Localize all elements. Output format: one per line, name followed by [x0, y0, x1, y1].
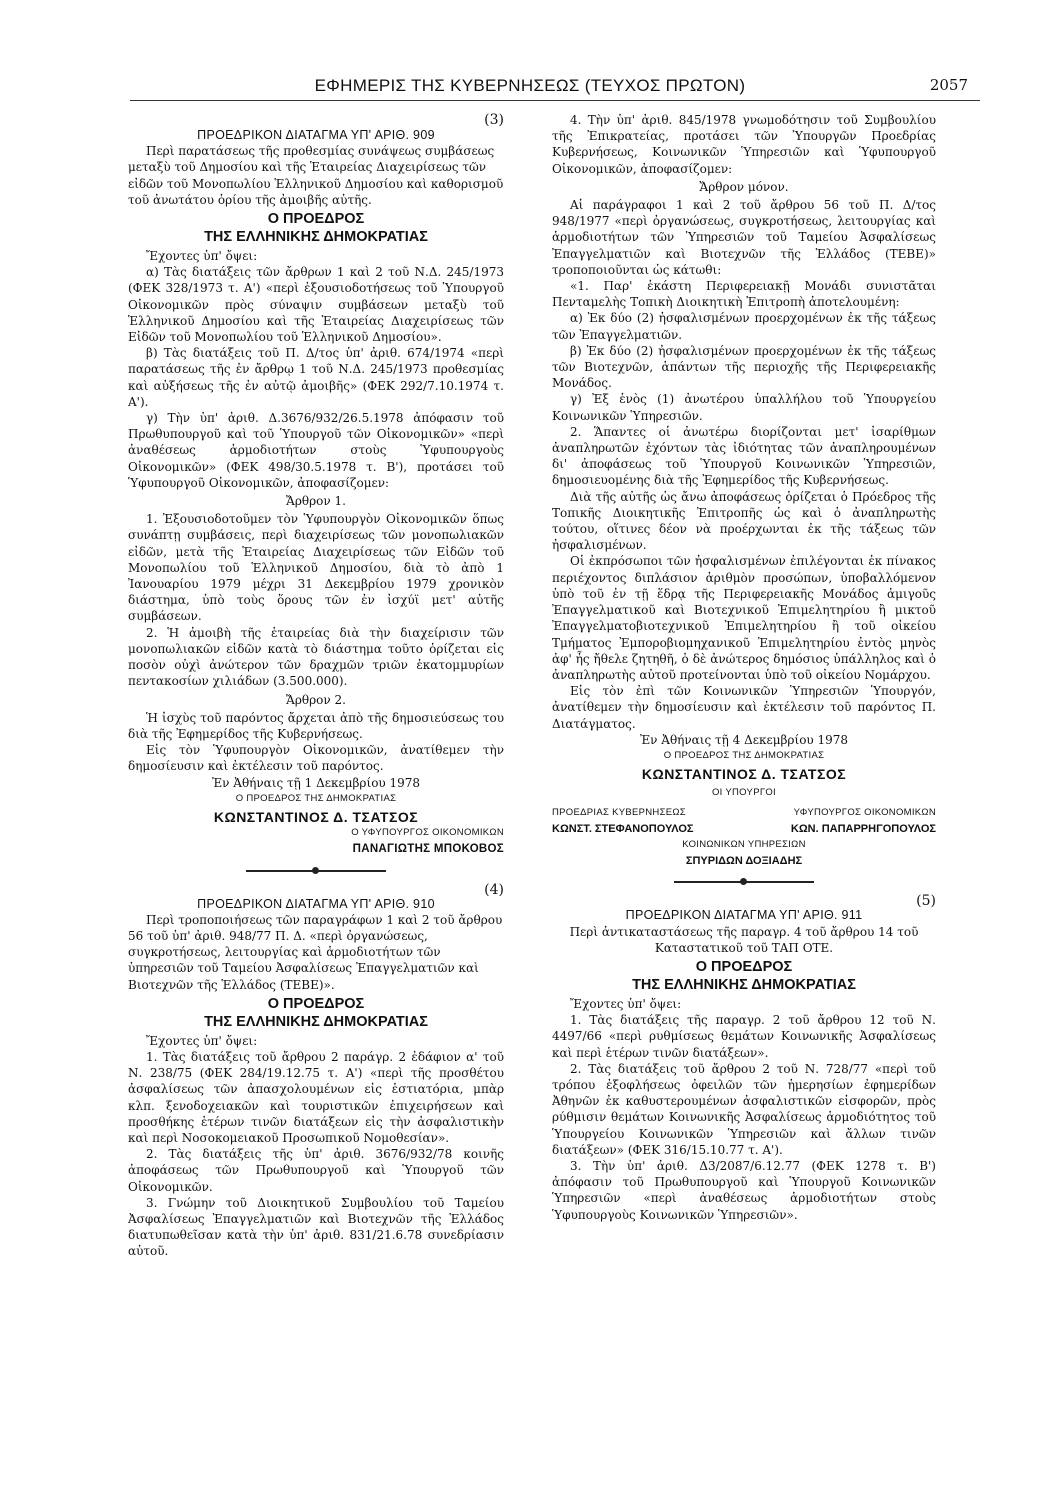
clause-1: 1. Τὰς διατάξεις τοῦ ἄρθρου 2 παράγρ. 2 ἐδάφιον α' τοῦ Ν. 238/75 (ΦΕΚ 284/19.12.75 τ. Α') «περὶ τῆς προσθέτου ἀσφαλίσεως τῶν ἀπασχολουμένων εἰς ἑστιατόρια, μπὰρ κλπ. ξενοδοχειακῶν καὶ τουριστικῶν ἐπιχειρήσεων καὶ προσθήκης ἑτέρων τινῶν διατάξεων εἰς τὴν ἀσφαλιστικὴν καὶ περὶ Νοσοκομειακοῦ Προσωπικοῦ Νομοθεσίαν».: [128, 1049, 504, 1145]
clause-4: 4. Τὴν ὑπ' ἀριθ. 845/1978 γνωμοδότησιν τοῦ Συμβουλίου τῆς Ἐπικρατείας, προτάσει τῶν Ὑπουργῶν Προεδρίας Κυβερνήσεως, Κοινωνικῶν Ὑπηρεσιῶν καὶ Ὑφυπουργοῦ Οἰκονομικῶν, ἀποφασίζομεν:: [552, 113, 936, 176]
minister-2-title: ΥΦΥΠΟΥΡΓΟΣ ΟΙΚΟΝΟΜΙΚΩΝ: [793, 806, 936, 818]
signatory-title: Ο ΠΡΟΕΔΡΟΣ ΤΗΣ ΔΗΜΟΚΡΑΤΙΑΣ: [235, 792, 397, 804]
decree-number: (4): [484, 881, 504, 898]
article-heading: Ἄρθρον μόνον.: [699, 179, 789, 194]
article-para-6: Εἰς τὸν ἐπὶ τῶν Κοινωνικῶν Ὑπηρεσιῶν Ὑπουργόν, ἀνατίθεμεν τὴν δημοσίευσιν καὶ ἐκτέλεσιν τοῦ παρόντος Π. Διατάγματος.: [552, 684, 936, 731]
article-para-4: Διὰ τῆς αὐτῆς ὡς ἄνω ἀποφάσεως ὁρίζεται ὁ Πρόεδρος τῆς Τοπικῆς Διοικητικῆς Ἐπιτροπῆς ὡς καὶ ὁ ἀναπληρωτὴς τούτου, οἵτινες δέον νὰ προέρχωνται ἐκ τῆς τάξεως τῶν ἠσφαλισμένων.: [552, 489, 936, 553]
clause-c: γ) Τὴν ὑπ' ἀριθ. Δ.3676/932/26.5.1978 ἀπόφασιν τοῦ Πρωθυπουργοῦ καὶ τοῦ Ὑπουργοῦ τῶν Οἰκονομικῶν» «περὶ ἀναθέσεως ἁρμοδιοτήτων στοὺς Ὑφυπουργοὺς Οἰκονομικῶν» (ΦΕΚ 498/30.5.1978 τ. Β'), προτάσει τοῦ Ὑφυπουργοῦ Οἰκονομικῶν, ἀποφασίζομεν:: [128, 411, 504, 490]
having-regard: Ἔχοντες ὑπ' ὄψει:: [146, 249, 258, 264]
minister-1-title: ΠΡΟΕΔΡΙΑΣ ΚΥΒΕΡΝΗΣΕΩΣ: [552, 806, 686, 818]
article-para-5: Οἱ ἐκπρόσωποι τῶν ἠσφαλισμένων ἐπιλέγονται ἐκ πίνακος περιέχοντος διπλάσιον ἀριθμὸν προσώπων, ὑποβαλλόμενον ὑπὸ τοῦ ἐν τῇ ἕδρᾳ τῆς Περιφερειακῆς Μονάδος ἁμιγοῦς Ἐπαγγελματικοῦ καὶ Βιοτεχνικοῦ Ἐπιμελητηρίου ἢ μικτοῦ Ἐπαγγελματοβιοτεχνικοῦ Ἐπιμελητηρίου ἢ τοῦ οἰκείου Τμήματος Ἐμποροβιομηχανικοῦ Ἐπιμελητηρίου ἐντὸς μηνὸς ἀφ' ἧς ἤθελε ζητηθῆ, ὁ δὲ ἀνώτερος δημόσιος ὑπάλληλος καὶ ὁ ἀναπληρωτὴς αὐτοῦ προτείνονται ὑπὸ τοῦ οἰκείου Νομάρχου.: [552, 554, 936, 682]
clause-b: β) Τὰς διατάξεις τοῦ Π. Δ/τος ὑπ' ἀριθ. 674/1974 «περὶ παρατάσεως τῆς ἐν ἄρθρῳ 1 τοῦ Ν.Δ. 245/1973 προθεσμίας καὶ αὐξήσεως τῆς ἐν αὐτῷ ἀμοιβῆς» (ΦΕΚ 292/7.10.1974 τ. Α').: [128, 346, 504, 409]
president-heading: Ο ΠΡΟΕΔΡΟΣ ΤΗΣ ΕΛΛΗΝΙΚΗΣ ΔΗΜΟΚΡΑΤΙΑΣ: [204, 211, 428, 246]
minister-3-name: ΣΠΥΡΙΔΩΝ ΔΟΞΙΑΔΗΣ: [685, 855, 803, 868]
ministers-names-row: [552, 821, 936, 837]
minister-2-name: ΚΩΝ. ΠΑΠΑΡΡΗΓΟΠΟΥΛΟΣ: [790, 822, 936, 835]
article-2-para-2: Εἰς τὸν Ὑφυπουργὸν Οἰκονομικῶν, ἀνατίθεμεν τὴν δημοσίευσιν καὶ ἐκτέλεσιν τοῦ παρόντος.: [128, 743, 504, 774]
decree-909: [128, 112, 504, 878]
decree-910-continued: [552, 112, 936, 889]
minister-name: ΠΑΝΑΓΙΩΤΗΣ ΜΠΟΚΟΒΟΣ: [352, 843, 504, 856]
article-1-para-1: 1. Ἐξουσιοδοτοῦμεν τὸν Ὑφυπουργὸν Οἰκονομικῶν ὅπως συνάπτῃ συμβάσεις, περὶ διαχειρίσεως τῶν μονοπωλιακῶν εἰδῶν, μετὰ τῆς Ἑταιρείας Διαχειρίσεως τῶν Εἰδῶν τοῦ Μονοπωλίου τοῦ Ἑλληνικοῦ Δημοσίου, διὰ τὸ ἀπὸ 1 Ἰανουαρίου 1979 μέχρι 31 Δεκεμβρίου 1979 χρονικὸν διάστημα, ὑπὸ τοὺς ὅρους τῶν ἐν ἰσχύϊ μετ' αὐτῆς συμβάσεων.: [128, 512, 504, 624]
gazette-title: ΕΦΗΜΕΡΙΣ ΤΗΣ ΚΥΒΕΡΝΗΣΕΩΣ (ΤΕΥΧΟΣ ΠΡΩΤΟΝ): [314, 76, 746, 95]
signatory-name: ΚΩΝΣΤΑΝΤΙΝΟΣ Δ. ΤΣΑΤΣΟΣ: [213, 808, 419, 825]
signatory-name: ΚΩΝΣΤΑΝΤΙΝΟΣ Δ. ΤΣΑΤΣΟΣ: [641, 766, 847, 783]
minister-3-title: ΚΟΙΝΩΝΙΚΩΝ ΥΠΗΡΕΣΙΩΝ: [682, 838, 806, 850]
decree-number: (5): [916, 893, 936, 910]
article-1-heading: Ἄρθρον 1.: [286, 494, 346, 509]
article-para-2: «1. Παρ' ἑκάστη Περιφερειακῇ Μονάδι συνιστᾶται Πενταμελὴς Τοπικὴ Διοικητικὴ Ἐπιτροπὴ ἀποτελουμένη:: [552, 279, 936, 310]
decree-subject: Περὶ παρατάσεως τῆς προθεσμίας συνάψεως συμβάσεως μεταξὺ τοῦ Δημοσίου καὶ τῆς Ἑταιρείας Διαχειρίσεως τῶν εἰδῶν τοῦ Μονοπωλίου Ἑλληνικοῦ Δημοσίου καὶ καθορισμοῦ τοῦ ἀνωτάτου ὁρίου τῆς ἀμοιβῆς αὐτῆς.: [128, 144, 504, 207]
article-para-3: 2. Ἅπαντες οἱ ἀνωτέρω διορίζονται μετ' ἰσαρίθμων ἀναπληρωτῶν ἐχόντων τὰς ἰδιότητας τῶν ἀναπληρουμένων δι' ἀποφάσεως τοῦ Ὑπουργοῦ Κοινωνικῶν Ὑπηρεσιῶν, δημοσιευομένης διὰ τῆς Ἐφημερίδος τῆς Κυβερνήσεως.: [552, 424, 936, 488]
decree-number: (3): [484, 112, 504, 128]
clause-3: 3. Τὴν ὑπ' ἀριθ. Δ3/2087/6.12.77 (ΦΕΚ 1278 τ. Β') ἀπόφασιν τοῦ Πρωθυπουργοῦ καὶ Ὑπουργοῦ Κοινωνικῶν Ὑπηρεσιῶν «περὶ ἀναθέσεως ἁρμοδιοτήτων στοὺς Ὑφυπουργοὺς Κοινωνικῶν Ὑπηρεσιῶν».: [552, 1158, 936, 1222]
section-divider: [674, 875, 814, 889]
minister-1-name: ΚΩΝΣΤ. ΣΤΕΦΑΝΟΠΟΥΛΟΣ: [552, 822, 694, 835]
decree-title: ΠΡΟΕΔΡΙΚΟΝ ΔΙΑΤΑΓΜΑ ΥΠ' ΑΡΙΘ. 910: [197, 896, 435, 911]
decree-911: [552, 893, 936, 1222]
clause-3: 3. Γνώμην τοῦ Διοικητικοῦ Συμβουλίου τοῦ Ταμείου Ἀσφαλίσεως Ἐπαγγελματιῶν καὶ Βιοτεχνῶν τῆς Ἑλλάδος διατυπωθεῖσαν κατὰ τὴν ὑπ' ἀριθ. 831/21.6.78 συνεδρίασιν αὐτοῦ.: [128, 1195, 504, 1259]
article-item-b: β) Ἐκ δύο (2) ἠσφαλισμένων προερχομένων ἐκ τῆς τάξεως τῶν Βιοτεχνῶν, ἁπάντων τῆς περιοχῆς τῆς Περιφερειακῆς Μονάδος.: [552, 343, 936, 391]
article-2-heading: Ἄρθρον 2.: [286, 692, 346, 707]
article-1-para-2: 2. Ἡ ἀμοιβὴ τῆς ἑταιρείας διὰ τὴν διαχείρισιν τῶν μονοπωλιακῶν εἰδῶν κατὰ τὸ διάστημα τοῦτο ὁρίζεται εἰς ποσὸν οὐχὶ ἀνώτερον τῶν δραχμῶν τριῶν ἑκατομμυρίων πεντακοσίων χιλιάδων (3.500.000).: [128, 625, 504, 689]
having-regard: Ἔχοντες ὑπ' ὄψει:: [570, 996, 682, 1011]
ministers-titles-row: [552, 805, 936, 821]
header-rule: [130, 100, 980, 101]
signatory-title: Ο ΠΡΟΕΔΡΟΣ ΤΗΣ ΔΗΜΟΚΡΑΤΙΑΣ: [663, 749, 825, 761]
president-heading: Ο ΠΡΟΕΔΡΟΣ ΤΗΣ ΕΛΛΗΝΙΚΗΣ ΔΗΜΟΚΡΑΤΙΑΣ: [632, 958, 856, 993]
section-divider: [246, 864, 386, 878]
decree-title: ΠΡΟΕΔΡΙΚΟΝ ΔΙΑΤΑΓΜΑ ΥΠ' ΑΡΙΘ. 909: [197, 128, 435, 142]
right-column: [552, 112, 936, 1223]
place-date: Ἐν Ἀθήναις τῇ 4 Δεκεμβρίου 1978: [639, 732, 849, 747]
article-2-para-1: Ἡ ἰσχὺς τοῦ παρόντος ἄρχεται ἀπὸ τῆς δημοσιεύσεως του διὰ τῆς Ἐφημερίδος τῆς Κυβερνήσεως.: [128, 710, 504, 741]
clause-2: 2. Τὰς διατάξεις τοῦ ἄρθρου 2 τοῦ Ν. 728/77 «περὶ τοῦ τρόπου ἐξοφλήσεως ὀφειλῶν τῶν ἡμερησίων ἐφημερίδων Ἀθηνῶν ἐκ καθυστερουμένων ἀσφαλιστικῶν εἰσφορῶν, πρὸς ρύθμισιν θεμάτων Κοινωνικῆς Ἀσφαλίσεως ἁρμοδιότητος τοῦ Ὑπουργείου Κοινωνικῶν Ὑπηρεσιῶν καὶ ἄλλων τινῶν διατάξεων» (ΦΕΚ 316/15.10.77 τ. Α').: [552, 1061, 936, 1157]
clause-1: 1. Τὰς διατάξεις τῆς παραγρ. 2 τοῦ ἄρθρου 12 τοῦ Ν. 4497/66 «περὶ ρυθμίσεως θεμάτων Κοινωνικῆς Ἀσφαλίσεως καὶ περὶ ἑτέρων τινῶν διατάξεων».: [552, 1013, 936, 1060]
ministers-heading: ΟΙ ΥΠΟΥΡΓΟΙ: [711, 787, 776, 799]
decree-title: ΠΡΟΕΔΡΙΚΟΝ ΔΙΑΤΑΓΜΑ ΥΠ' ΑΡΙΘ. 911: [625, 908, 863, 923]
president-heading: Ο ΠΡΟΕΔΡΟΣ ΤΗΣ ΕΛΛΗΝΙΚΗΣ ΔΗΜΟΚΡΑΤΙΑΣ: [204, 995, 428, 1030]
page-number: 2057: [929, 76, 968, 94]
left-column: [128, 112, 504, 1260]
clause-a: α) Τὰς διατάξεις τῶν ἄρθρων 1 καὶ 2 τοῦ Ν.Δ. 245/1973 (ΦΕΚ 328/1973 τ. Α') «περὶ ἐξουσιοδοτήσεως τοῦ Ὑπουργοῦ Οἰκονομικῶν πρὸς σύναψιν συμβάσεων μεταξὺ τοῦ Ἑλληνικοῦ Δημοσίου καὶ τῆς Ἑταιρείας Διαχειρίσεως τῶν Εἰδῶν τοῦ Μονοπωλίου τοῦ Ἑλληνικοῦ Δημοσίου».: [128, 265, 504, 345]
clause-2: 2. Τὰς διατάξεις τῆς ὑπ' ἀριθ. 3676/932/78 κοινῆς ἀποφάσεως τῶν Πρωθυπουργοῦ καὶ Ὑπουργοῦ τῶν Οἰκονομικῶν.: [128, 1147, 504, 1194]
page-header: [0, 76, 1060, 100]
decree-910: [128, 882, 504, 1260]
decree-subject: Περὶ τροποποιήσεως τῶν παραγράφων 1 καὶ 2 τοῦ ἄρθρου 56 τοῦ ὑπ' ἀριθ. 948/77 Π. Δ. «περὶ ὀργανώσεως, συγκροτήσεως, λειτουργίας καὶ ἁρμοδιοτήτων τῶν ὑπηρεσιῶν τοῦ Ταμείου Ἀσφαλίσεως Ἐπαγγελματιῶν καὶ Βιοτεχνῶν τῆς Ἑλλάδος (ΤΕΒΕ)».: [128, 912, 503, 992]
article-item-a: α) Ἐκ δύο (2) ἠσφαλισμένων προερχομένων ἐκ τῆς τάξεως τῶν Ἐπαγγελματιῶν.: [552, 311, 936, 342]
article-para-1: Αἱ παράγραφοι 1 καὶ 2 τοῦ ἄρθρου 56 τοῦ Π. Δ/τος 948/1977 «περὶ ὀργανώσεως, συγκροτήσεως, λειτουργίας καὶ ἁρμοδιοτήτων τῶν Ὑπηρεσιῶν τοῦ Ταμείου Ἀσφαλίσεως Ἐπαγγελματιῶν καὶ Βιοτεχνῶν τῆς Ἑλλάδος (ΤΕΒΕ)» τροποποιοῦνται ὡς κάτωθι:: [552, 198, 936, 277]
minister-title: Ο ΥΦΥΠΟΥΡΓΟΣ ΟΙΚΟΝΟΜΙΚΩΝ: [351, 827, 504, 839]
place-date: Ἐν Ἀθήναις τῇ 1 Δεκεμβρίου 1978: [211, 775, 421, 790]
decree-subject: Περὶ ἀντικαταστάσεως τῆς παραγρ. 4 τοῦ ἄρθρου 14 τοῦ Καταστατικοῦ τοῦ ΤΑΠ ΟΤΕ.: [569, 924, 919, 955]
article-item-c: γ) Ἐξ ἑνὸς (1) ἀνωτέρου ὑπαλλήλου τοῦ Ὑπουργείου Κοινωνικῶν Ὑπηρεσιῶν.: [552, 392, 936, 423]
having-regard: Ἔχοντες ὑπ' ὄψει:: [146, 1033, 258, 1048]
